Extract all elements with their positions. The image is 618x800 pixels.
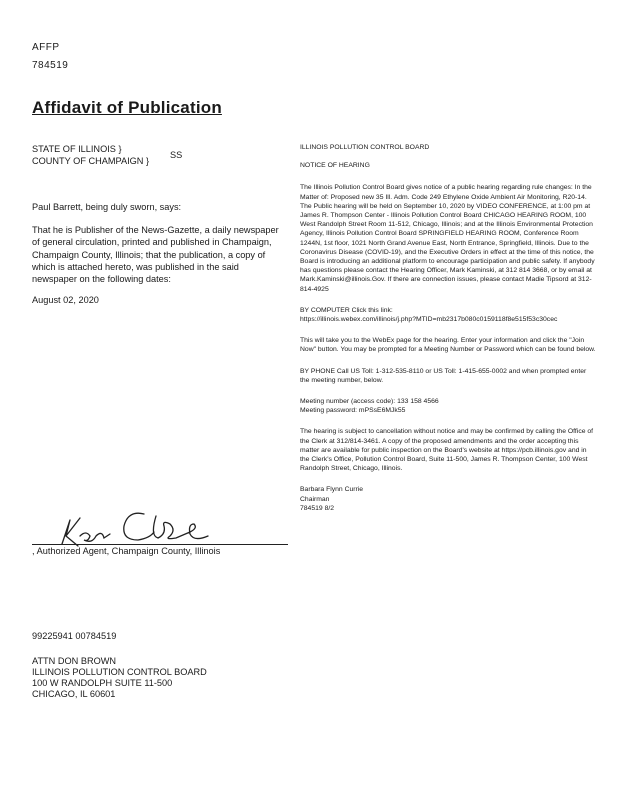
form-code: AFFP xyxy=(32,42,60,53)
notice-meeting-password: Meeting password: mPSsE6MJk55 xyxy=(300,407,406,415)
address-org: ILLINOIS POLLUTION CONTROL BOARD xyxy=(32,667,207,677)
venue-county: COUNTY OF CHAMPAIGN } xyxy=(32,156,150,167)
notice-meeting-number: Meeting number (access code): 133 158 4566 xyxy=(300,398,439,406)
address-city: CHICAGO, IL 60601 xyxy=(32,689,116,699)
affiant-sworn-line: Paul Barrett, being duly sworn, says: xyxy=(32,202,182,212)
notice-signer: Barbara Flynn Currie xyxy=(300,486,364,494)
legal-notice xyxy=(300,143,596,513)
notice-paragraph-1: The Illinois Pollution Control Board gives notice of a public hearing regarding rule changes: In the Matter of: Proposed new 35 Ill. Adm. Code 249 Ethylene Oxide Ambient Air Monitoring, R20-14. The Public hearing will be held on September 10, 2020 by VIDEO CONFERENCE, at 1:00 pm at James R. Thompson Center - Illinois Pollution Control Board CHICAGO HEARING ROOM, 100 West Randolph Street Room 11-512, Chicago, Illinois; and at the Illinois Environmental Protection Agency, Illinois Pollution Control Board SPRINGFIELD HEARING ROOM, Conference Room 1244N, 1st floor, 1021 North Grand Avenue East, North Entrance, Springfield, Illinois. Due to the Coronavirus Disease (COVID-19), and the Executive Orders in effect at the time of this notice, the Board is introducing an additional platform to encourage participation and public safety. If anybody has questions please contact the Hearing Officer, Mark Kaminski, at 312 814 3668, or by email at Mark.Kaminski@illinois.Gov. If there are connection issues, please contact Madie Tipsord at 312-814-4925 xyxy=(300,184,595,293)
reference-numbers: 99225941 00784519 xyxy=(32,631,117,641)
address-attn: ATTN DON BROWN xyxy=(32,656,117,666)
signature-line xyxy=(32,544,288,545)
affiant-statement: That he is Publisher of the News-Gazette, a daily newspaper of general circulation, printed and published in Champaign, Champaign County, Illinois; that the publication, a copy of which is attached hereto, was published in the said newspaper on the following dates: xyxy=(32,225,279,285)
notice-phone: BY PHONE Call US Toll: 1-312-535-8110 or US Toll: 1-415-655-0002 and when prompted enter the meeting number, below. xyxy=(300,367,587,384)
venue-ss: SS xyxy=(170,150,183,160)
notice-paragraph-2: This will take you to the WebEx page for the hearing. Enter your information and click the "Join Now" button. You may be prompted for a Meeting Number or Password which can be found below. xyxy=(300,337,596,354)
notice-heading: NOTICE OF HEARING xyxy=(300,162,370,170)
notice-ref: 784519 8/2 xyxy=(300,504,335,512)
notice-signer-title: Chairman xyxy=(300,495,330,503)
mailing-address xyxy=(32,656,207,700)
signature-caption: , Authorized Agent, Champaign County, Illinois xyxy=(32,546,221,556)
page-title: Affidavit of Publication xyxy=(32,98,222,117)
ad-number: 784519 xyxy=(32,60,69,71)
venue-state: STATE OF ILLINOIS } xyxy=(32,144,122,154)
handwritten-signature xyxy=(58,506,223,548)
notice-webex-link[interactable]: https://illinois.webex.com/illinois/j.php?MTID=mb2317b080c0159118f8e515f53c30cec xyxy=(300,316,558,324)
notice-paragraph-3: The hearing is subject to cancellation without notice and may be confirmed by calling the Office of the Clerk at 312/814-3461. A copy of the proposed amendments and the order accepting this matter are available for public inspection on the Board's website at https://pcb.illinois.gov and in the Clerk's Office, Pollution Control Board, Suite 11-500, James R. Thompson Center, 100 West Randolph Street, Chicago, Illinois. xyxy=(300,428,594,473)
venue-block xyxy=(32,143,149,168)
notice-computer-label: BY COMPUTER Click this link: xyxy=(300,306,393,314)
notice-signer-block xyxy=(300,485,596,513)
notice-board: ILLINOIS POLLUTION CONTROL BOARD xyxy=(300,144,430,151)
publication-date: August 02, 2020 xyxy=(32,295,99,305)
address-street: 100 W RANDOLPH SUITE 11-500 xyxy=(32,678,173,688)
